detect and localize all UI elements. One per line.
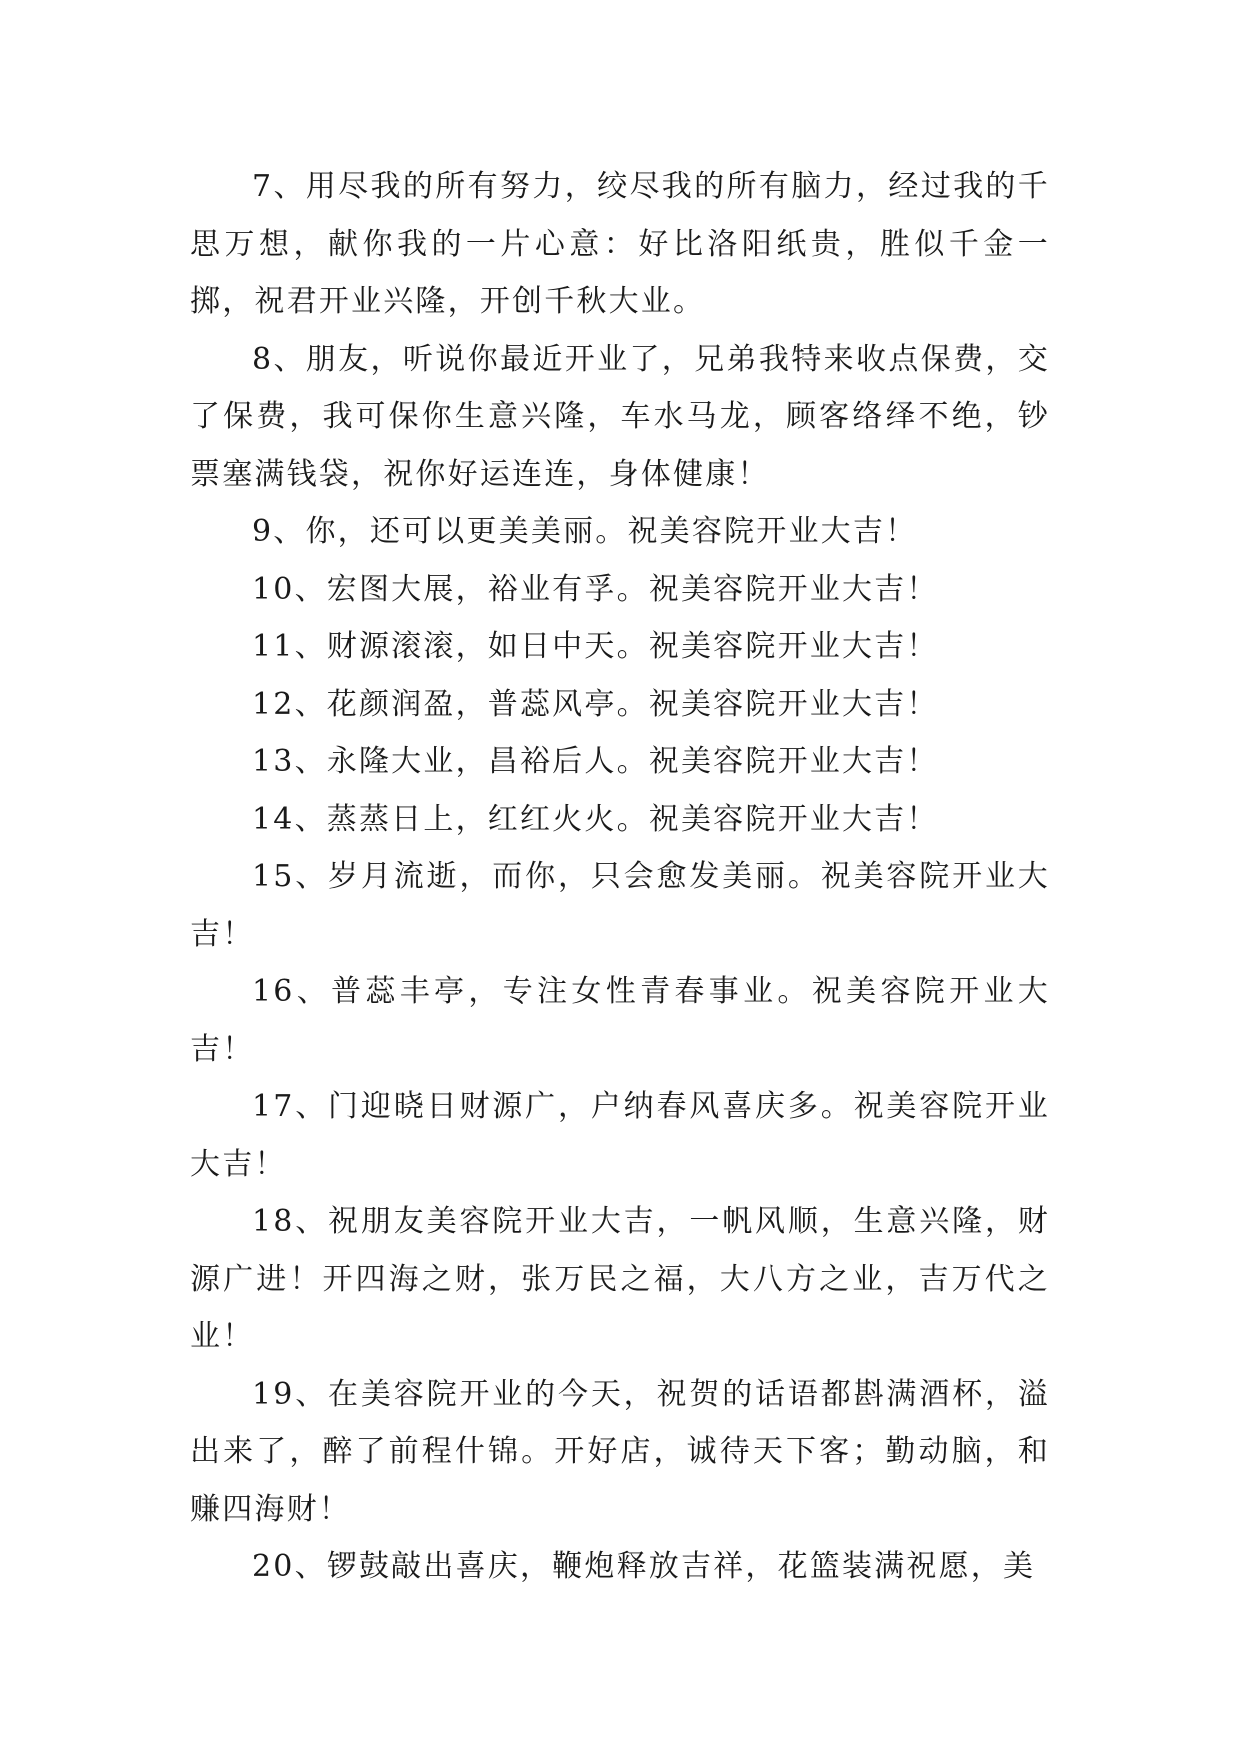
paragraph-17: 17、门迎晓日财源广，户纳春风喜庆多。祝美容院开业大吉！ bbox=[190, 1089, 1050, 1182]
paragraph-7: 7、用尽我的所有努力，绞尽我的所有脑力，经过我的千思万想，献你我的一片心意：好比洛阳纸贵，胜似千金一掷，祝君开业兴隆，开创千秋大业。 bbox=[190, 169, 1050, 319]
paragraph-20: 20、锣鼓敲出喜庆，鞭炮释放吉祥，花篮装满祝愿，美 bbox=[252, 1549, 1036, 1584]
paragraph-10: 10、宏图大展，裕业有孚。祝美容院开业大吉！ bbox=[252, 571, 939, 607]
paragraph-8: 8、朋友，听说你最近开业了，兄弟我特来收点保费，交了保费，我可保你生意兴隆，车水马龙，顾客络绎不绝，钞票塞满钱袋，祝你好运连连，身体健康！ bbox=[190, 341, 1050, 492]
document-body bbox=[190, 158, 1050, 1596]
paragraph-19: 19、在美容院开业的今天，祝贺的话语都斟满酒杯，溢出来了，醉了前程什锦。开好店，诚待天下客；勤动脑，和赚四海财！ bbox=[190, 1376, 1050, 1527]
paragraph-16: 16、普蕊丰亭，专注女性青春事业。祝美容院开业大吉！ bbox=[190, 974, 1050, 1067]
paragraph-18: 18、祝朋友美容院开业大吉，一帆风顺，生意兴隆，财源广进！开四海之财，张万民之福，大八方之业，吉万代之业！ bbox=[190, 1204, 1050, 1354]
paragraph-14: 14、蒸蒸日上，红红火火。祝美容院开业大吉！ bbox=[252, 801, 939, 837]
paragraph-12: 12、花颜润盈，普蕊风亭。祝美容院开业大吉！ bbox=[252, 686, 939, 722]
paragraph-11: 11、财源滚滚，如日中天。祝美容院开业大吉！ bbox=[252, 629, 939, 664]
paragraph-9: 9、你，还可以更美美丽。祝美容院开业大吉！ bbox=[252, 514, 918, 549]
paragraph-13: 13、永隆大业，昌裕后人。祝美容院开业大吉！ bbox=[252, 744, 939, 779]
paragraph-15: 15、岁月流逝，而你，只会愈发美丽。祝美容院开业大吉！ bbox=[190, 859, 1050, 952]
